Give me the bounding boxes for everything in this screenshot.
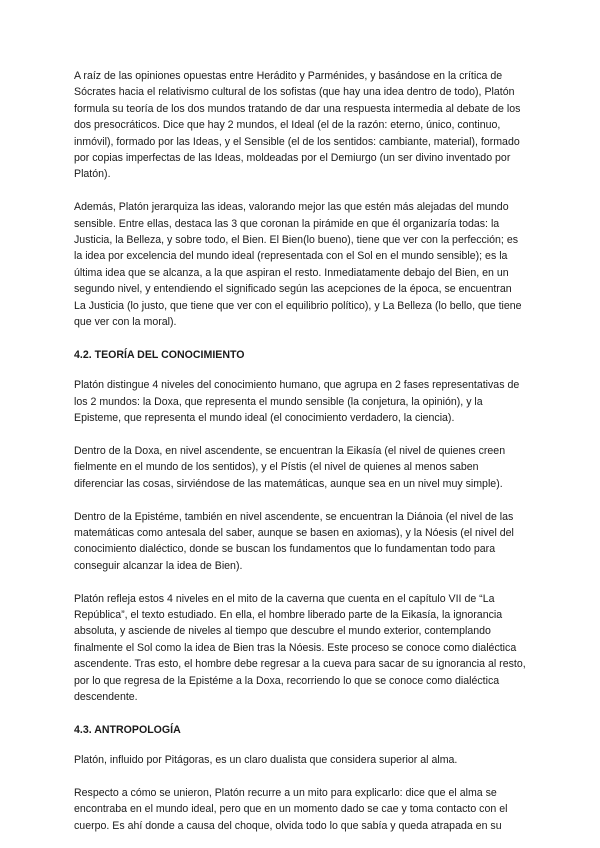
section-heading-anthropology: 4.3. ANTROPOLOGÍA xyxy=(74,723,181,736)
paragraph-hierarchy-of-ideas: Además, Platón jerarquiza las ideas, valorando mejor las que estén más alejadas del mundo sensible. Entre ellas, destaca las 3 que coronan la pirámide en que él organizaría todas: la Justicia, la Belleza, y sobre todo, el Bien. El Bien(lo bueno), tiene que ver con la perfección; es la idea por excelencia del mundo ideal (representada con el Sol en el mundo sensible); es la última idea que se alcanza, a la que aspiran el resto. Inmediatamente debajo del Bien, en un segundo nivel, y entendiendo el significado según las acepciones de la época, se encuentran La Justicia (lo justo, que tiene que ver con el equilibrio político), y La Belleza (lo bello, que tiene que ver con la moral). xyxy=(74,201,522,329)
paragraph-cave-myth: Platón refleja estos 4 niveles en el mito de la caverna que cuenta en el capítulo VII de “La República”, el texto estudiado. En ella, el hombre liberado parte de la Eikasía, la ignorancia absoluta, y asciende de niveles al tiempo que descubre el mundo exterior, contemplando finalmente el Sol como la idea de Bien tras la Nóesis. Este proceso se conoce como dialéctica ascendente. Tras esto, el hombre debe regresar a la cueva para sacar de su ignorancia al resto, por lo que regresa de la Epistéme a la Doxa, recorriendo lo que se conoce como dialéctica descendente. xyxy=(74,592,526,703)
paragraph-dualism: Platón, influido por Pitágoras, es un claro dualista que considera superior al alma. xyxy=(74,754,458,767)
paragraph-doxa: Dentro de la Doxa, en nivel ascendente, se encuentran la Eikasía (el nivel de quienes creen fielmente en el mundo de los sentidos), y el Pístis (el nivel de quienes al menos saben diferenciar las cosas, sirviéndose de las matemáticas, aunque sea en un nivel muy simple). xyxy=(74,444,506,490)
paragraph-episteme: Dentro de la Epistéme, también en nivel ascendente, se encuentran la Diánoia (el nivel de las matemáticas como antesala del saber, aunque se basen en axiomas), y la Nóesis (el nivel del conocimiento dialéctico, donde se buscan los fundamentos que lo fundamentan todo para conseguir alcanzar la idea de Bien). xyxy=(74,510,514,572)
paragraph-soul-myth: Respecto a cómo se unieron, Platón recurre a un mito para explicarlo: dice que el alma se encontraba en el mundo ideal, pero que en un momento dado se cae y toma contacto con el cuerpo. Es ahí donde a causa del choque, olvida todo lo que sabía y queda atrapada en su xyxy=(74,786,508,832)
paragraph-theory-two-worlds: A raíz de las opiniones opuestas entre Herádito y Parménides, y basándose en la crítica de Sócrates hacia el relativismo cultural de los sofistas (que hay una idea dentro de todo), Platón formula su teoría de los dos mundos tratando de dar una respuesta intermedia al debate de los dos presocráticos. Dice que hay 2 mundos, el Ideal (el de la razón: eterno, único, continuo, inmóvil), formado por las Ideas, y el Sensible (el de los sentidos: cambiante, material), formado por copias imperfectas de las Ideas, moldeadas por el Demiurgo (un ser divino inventado por Platón). xyxy=(74,70,521,181)
section-heading-knowledge: 4.2. TEORÍA DEL CONOCIMIENTO xyxy=(74,348,245,361)
paragraph-four-levels: Platón distingue 4 niveles del conocimiento humano, que agrupa en 2 fases representativas de los 2 mundos: la Doxa, que representa el mundo sensible (la conjetura, la opinión), y la Episteme, que representa el mundo ideal (el conocimiento verdadero, la ciencia). xyxy=(74,379,520,425)
